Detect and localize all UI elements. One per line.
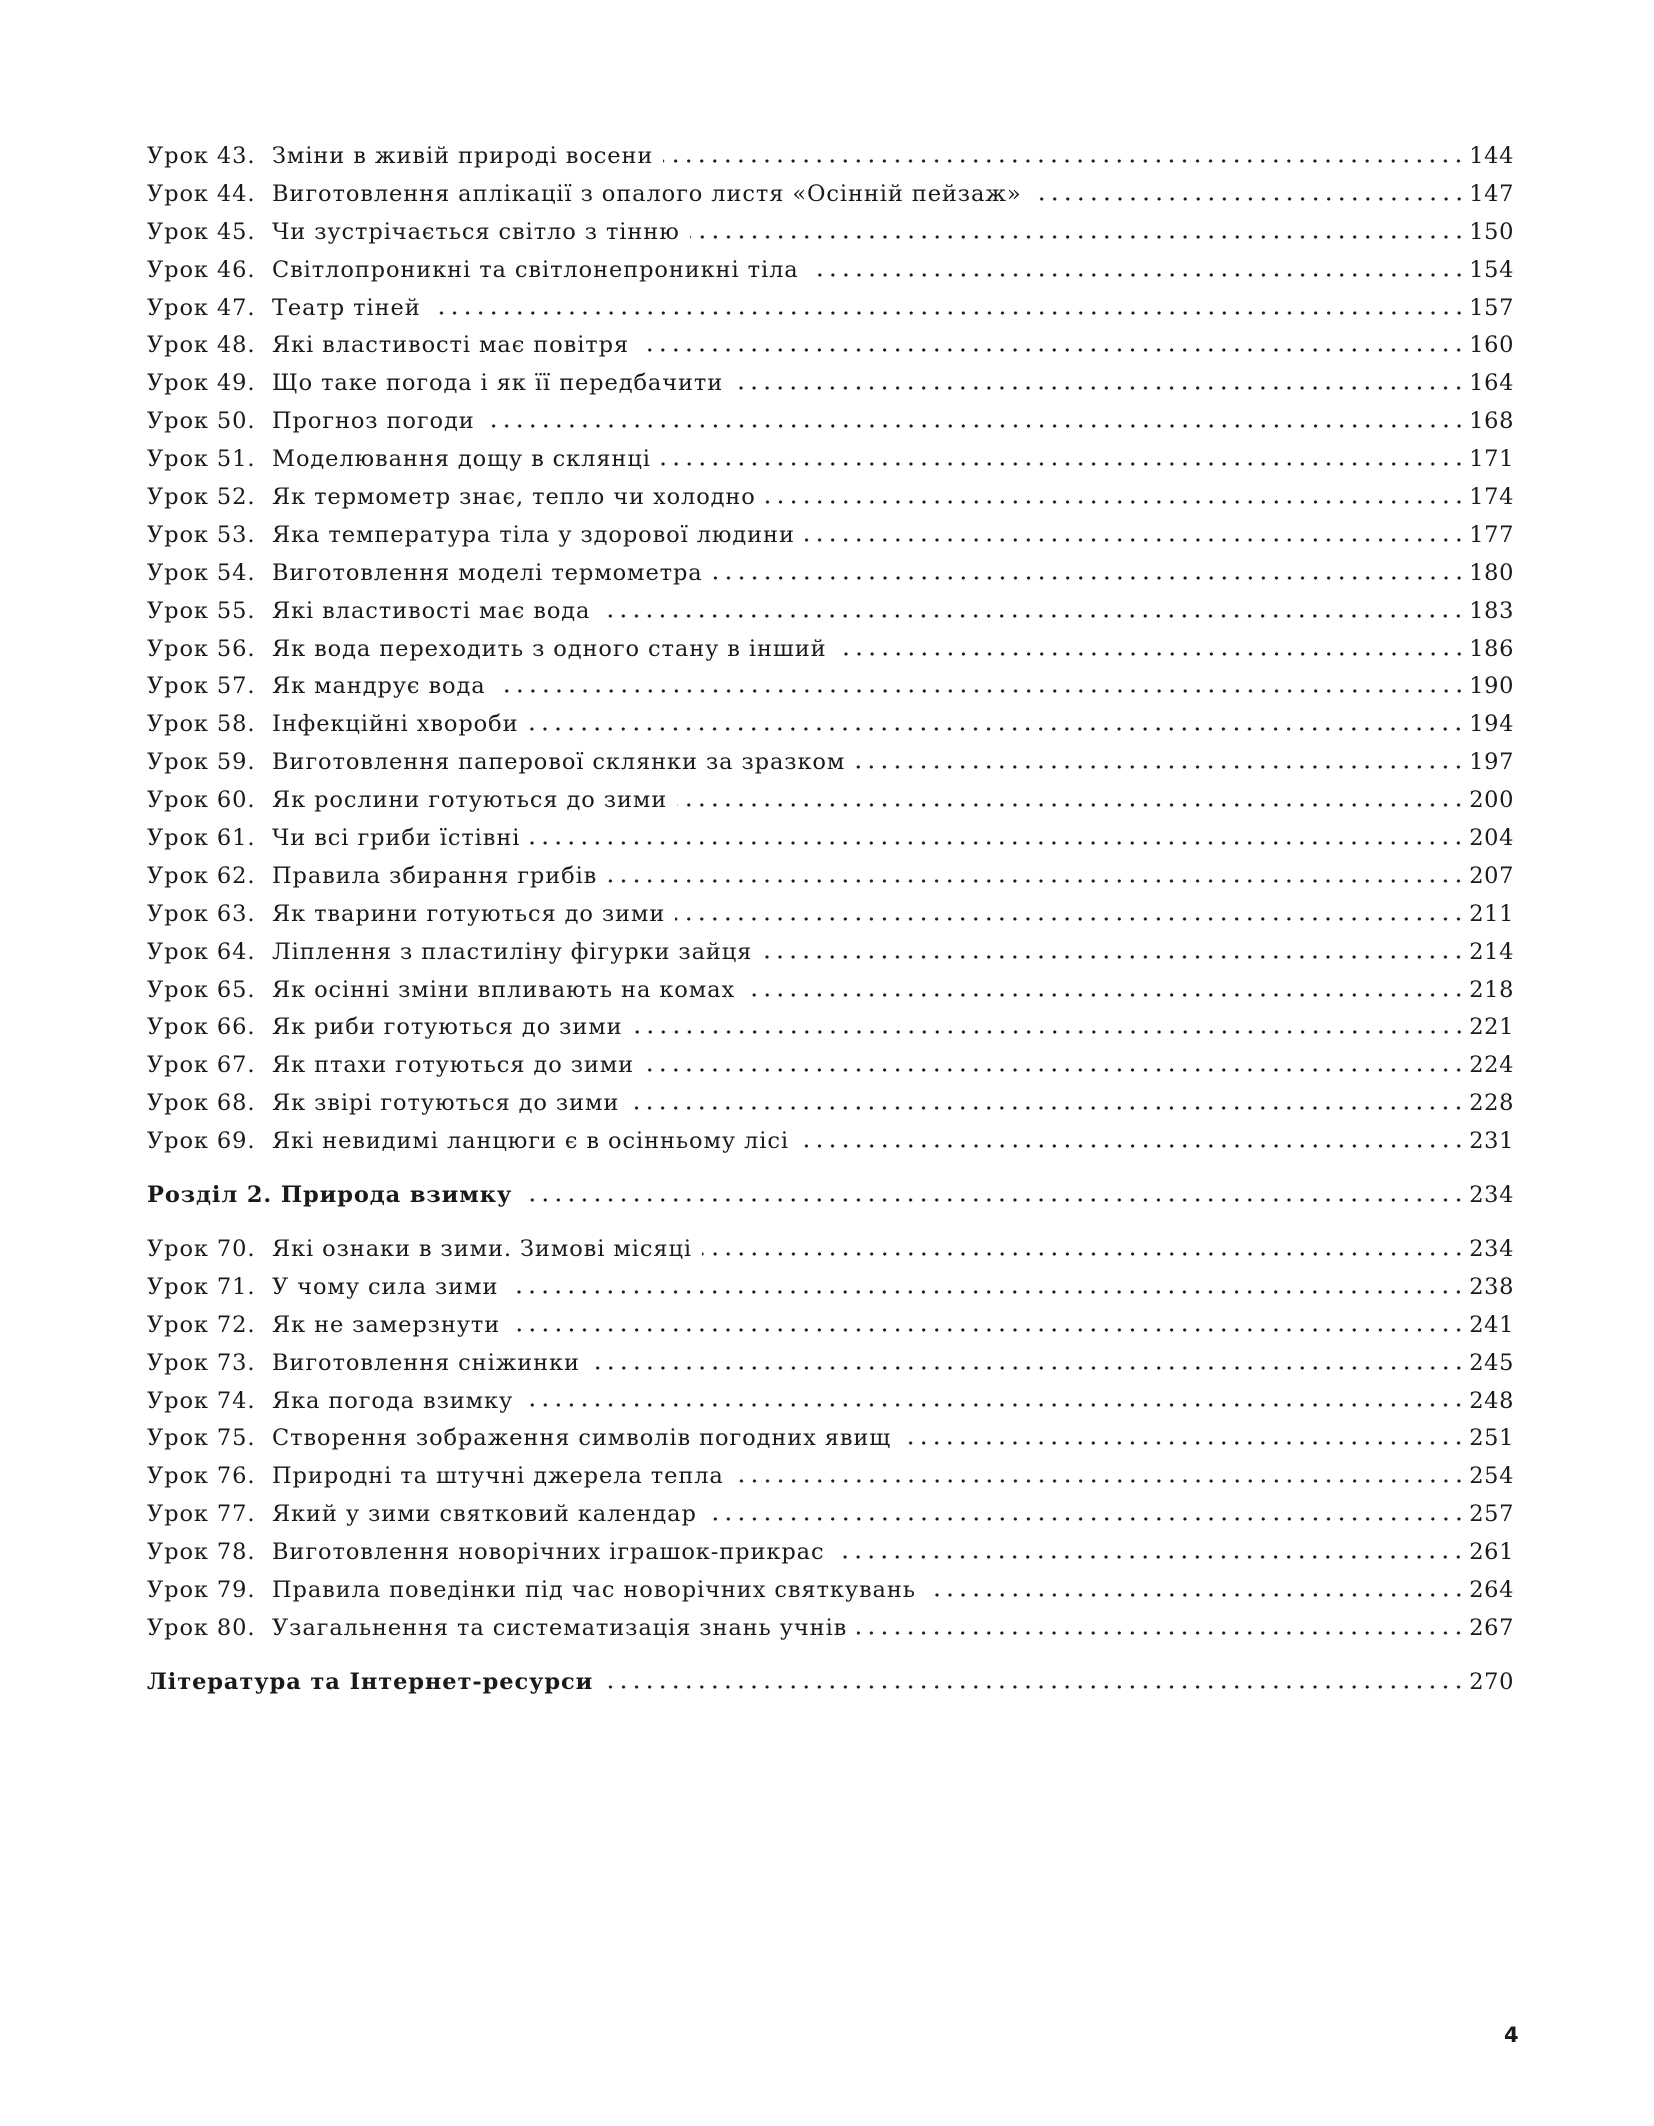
toc-lesson-row	[147, 668, 1514, 706]
toc-page-number: 248	[1469, 1387, 1514, 1414]
toc-lesson-row	[147, 782, 1514, 820]
toc-lesson-row	[147, 479, 1514, 517]
toc-page-number: 214	[1469, 938, 1514, 965]
lesson-title: Виготовлення аплікації з опалого листя «Осінній пейзаж»	[272, 180, 1022, 207]
toc-lesson-row	[147, 1269, 1514, 1307]
dot-leader	[629, 1105, 1465, 1111]
dot-leader	[734, 1478, 1466, 1484]
toc-lesson-row	[147, 1420, 1514, 1458]
lesson-number: Урок 48.	[147, 332, 256, 359]
lesson-number: Урок 59.	[147, 749, 256, 776]
toc-lesson-row	[147, 1610, 1514, 1648]
toc-page-number: 238	[1469, 1273, 1514, 1300]
dot-leader	[799, 1143, 1465, 1149]
toc-page-number: 224	[1469, 1052, 1514, 1079]
dot-leader	[639, 347, 1465, 353]
lesson-number: Урок 60.	[147, 787, 256, 814]
toc-page-number: 254	[1469, 1463, 1514, 1490]
lesson-title: Виготовлення новорічних іграшок-прикрас	[272, 1539, 825, 1566]
toc-page-number: 194	[1469, 711, 1514, 738]
lesson-title: Моделювання дощу в склянці	[272, 446, 651, 473]
dot-leader	[603, 1684, 1465, 1690]
dot-leader	[600, 613, 1465, 619]
lesson-number: Урок 72.	[147, 1311, 256, 1338]
lesson-number: Урок 76.	[147, 1463, 256, 1490]
dot-leader	[530, 840, 1465, 846]
lesson-number: Урок 68.	[147, 1090, 256, 1117]
lesson-number: Урок 74.	[147, 1387, 256, 1414]
toc-page-number: 231	[1469, 1128, 1514, 1155]
dot-leader	[485, 423, 1466, 429]
dot-leader	[809, 272, 1466, 278]
dot-leader	[857, 1630, 1465, 1636]
toc-page-number: 180	[1469, 559, 1514, 586]
toc-lesson-row	[147, 1534, 1514, 1572]
toc-lesson-row	[147, 934, 1514, 972]
lesson-title: Світлопроникні та світлонепроникні тіла	[272, 256, 799, 283]
lesson-title: Чи всі гриби їстівні	[272, 825, 521, 852]
lesson-title: У чому сила зими	[272, 1273, 499, 1300]
toc-lesson-row	[147, 631, 1514, 669]
dot-leader	[1032, 196, 1466, 202]
dot-leader	[762, 954, 1465, 960]
lesson-title: Як термометр знає, тепло чи холодно	[272, 484, 756, 511]
lesson-title: Інфекційні хвороби	[272, 711, 519, 738]
lesson-title: Природні та штучні джерела тепла	[272, 1463, 724, 1490]
lesson-number: Урок 49.	[147, 370, 256, 397]
toc-lesson-row	[147, 290, 1514, 328]
lesson-number: Урок 43.	[147, 143, 256, 169]
lesson-title: Створення зображення символів погодних явищ	[272, 1425, 892, 1452]
dot-leader	[702, 1251, 1465, 1257]
toc-page-number: 257	[1469, 1501, 1514, 1528]
toc-page-number: 183	[1469, 597, 1514, 624]
lesson-title: Узагальнення та систематизація знань учнів	[272, 1614, 848, 1641]
lesson-number: Урок 53.	[147, 521, 256, 548]
toc-lesson-row	[147, 1047, 1514, 1085]
toc-page-number: 264	[1469, 1576, 1514, 1603]
toc-page-number: 150	[1469, 218, 1514, 245]
dot-leader	[661, 461, 1465, 467]
toc-page-number: 251	[1469, 1425, 1514, 1452]
dot-leader	[523, 1402, 1465, 1408]
toc-page-number: 186	[1469, 635, 1514, 662]
lesson-number: Урок 46.	[147, 256, 256, 283]
dot-leader	[644, 1067, 1465, 1073]
dot-leader	[707, 1516, 1465, 1522]
lesson-title: Як не замерзнути	[272, 1311, 501, 1338]
toc-lesson-row	[147, 252, 1514, 290]
dot-leader	[690, 234, 1466, 240]
toc-page-number: 144	[1469, 143, 1514, 169]
toc-page-number: 204	[1469, 825, 1514, 852]
toc-page-number: 171	[1469, 446, 1514, 473]
dot-leader	[590, 1365, 1465, 1371]
dot-leader	[510, 1327, 1465, 1333]
toc-lesson-row	[147, 972, 1514, 1010]
toc-page-number: 221	[1469, 1014, 1514, 1041]
lesson-number: Урок 73.	[147, 1349, 256, 1376]
toc-page-number: 154	[1469, 256, 1514, 283]
toc-lesson-row	[147, 138, 1514, 176]
toc-lesson-row	[147, 1009, 1514, 1047]
dot-leader	[508, 1289, 1465, 1295]
lesson-title: Які властивості має вода	[272, 597, 591, 624]
dot-leader	[496, 688, 1466, 694]
page-number: 4	[1504, 2023, 1519, 2047]
dot-leader	[926, 1592, 1465, 1598]
toc-page-number: 174	[1469, 484, 1514, 511]
lesson-number: Урок 77.	[147, 1501, 256, 1528]
toc-lesson-row	[147, 1572, 1514, 1610]
dot-leader	[675, 916, 1465, 922]
dot-leader	[431, 310, 1466, 316]
lesson-number: Урок 69.	[147, 1128, 256, 1155]
lesson-title: Правила збирання грибів	[272, 862, 598, 889]
lesson-number: Урок 47.	[147, 294, 256, 321]
toc-page-number: 147	[1469, 180, 1514, 207]
toc-lesson-row	[147, 517, 1514, 555]
toc-lesson-row	[147, 1231, 1514, 1269]
dot-leader	[663, 158, 1465, 164]
lesson-number: Урок 54.	[147, 559, 256, 586]
toc-page-number: 200	[1469, 787, 1514, 814]
toc-lesson-row	[147, 365, 1514, 403]
dot-leader	[522, 1197, 1465, 1203]
toc-page-number: 234	[1469, 1235, 1514, 1262]
lesson-number: Урок 63.	[147, 900, 256, 927]
lesson-title: Як тварини готуються до зими	[272, 900, 666, 927]
toc-page-number: 190	[1469, 673, 1514, 700]
toc-lesson-row	[147, 214, 1514, 252]
toc-section-row	[147, 1177, 1514, 1215]
lesson-number: Урок 61.	[147, 825, 256, 852]
toc-page-number: 270	[1469, 1668, 1514, 1695]
toc-page-number: 197	[1469, 749, 1514, 776]
toc-lesson-row	[147, 896, 1514, 934]
toc-page-number: 241	[1469, 1311, 1514, 1338]
dot-leader	[528, 726, 1465, 732]
lesson-title: Який у зими святковий календар	[272, 1501, 697, 1528]
lesson-title: Як осінні зміни впливають на комах	[272, 976, 736, 1003]
lesson-title: Що таке погода і як її передбачити	[272, 370, 724, 397]
lesson-number: Урок 56.	[147, 635, 256, 662]
toc-lesson-row	[147, 403, 1514, 441]
toc-lesson-row	[147, 1496, 1514, 1534]
lesson-title: Які ознаки в зими. Зимові місяці	[272, 1235, 692, 1262]
lesson-number: Урок 58.	[147, 711, 256, 738]
lesson-number: Урок 52.	[147, 484, 256, 511]
lesson-title: Як мандрує вода	[272, 673, 486, 700]
toc-lesson-row	[147, 555, 1514, 593]
dot-leader	[805, 537, 1465, 543]
toc-page-number: 218	[1469, 976, 1514, 1003]
lesson-title: Театр тіней	[272, 294, 421, 321]
toc-page-number: 164	[1469, 370, 1514, 397]
toc-page-number: 261	[1469, 1539, 1514, 1566]
lesson-title: Які невидимі ланцюги є в осінньому лісі	[272, 1128, 789, 1155]
lesson-title: Яка погода взимку	[272, 1387, 514, 1414]
lesson-title: Виготовлення моделі термометра	[272, 559, 703, 586]
lesson-title: Як рослини готуються до зими	[272, 787, 668, 814]
toc-page-number: 234	[1469, 1182, 1514, 1209]
lesson-number: Урок 75.	[147, 1425, 256, 1452]
lesson-title: Прогноз погоди	[272, 408, 475, 435]
lesson-number: Урок 57.	[147, 673, 256, 700]
lesson-title: Яка температура тіла у здорової людини	[272, 521, 795, 548]
toc-page-number: 168	[1469, 408, 1514, 435]
section-title: Розділ 2. Природа взимку	[147, 1182, 513, 1209]
dot-leader	[837, 651, 1466, 657]
lesson-number: Урок 71.	[147, 1273, 256, 1300]
lesson-title: Як риби готуються до зими	[272, 1014, 623, 1041]
dot-leader	[901, 1440, 1465, 1446]
lesson-title: Чи зустрічається світло з тінню	[272, 218, 680, 245]
dot-leader	[733, 385, 1465, 391]
lesson-number: Урок 66.	[147, 1014, 256, 1041]
toc-lesson-row	[147, 593, 1514, 631]
lesson-number: Урок 44.	[147, 180, 256, 207]
dot-leader	[607, 878, 1465, 884]
toc-page-number: 177	[1469, 521, 1514, 548]
toc-lesson-row	[147, 1307, 1514, 1345]
lesson-title: Правила поведінки під час новорічних святкувань	[272, 1576, 916, 1603]
lesson-number: Урок 80.	[147, 1614, 256, 1641]
lesson-title: Як птахи готуються до зими	[272, 1052, 635, 1079]
toc-lesson-row	[147, 176, 1514, 214]
lesson-title: Виготовлення сніжинки	[272, 1349, 580, 1376]
toc-section-row	[147, 1664, 1514, 1702]
dot-leader	[855, 764, 1465, 770]
toc-lesson-row	[147, 1123, 1514, 1161]
lesson-number: Урок 78.	[147, 1539, 256, 1566]
lesson-title: Ліплення з пластиліну фігурки зайця	[272, 938, 753, 965]
toc-page-number: 211	[1469, 900, 1514, 927]
lesson-title: Які властивості має повітря	[272, 332, 630, 359]
lesson-number: Урок 51.	[147, 446, 256, 473]
lesson-number: Урок 62.	[147, 862, 256, 889]
toc-lesson-row	[147, 744, 1514, 782]
lesson-number: Урок 67.	[147, 1052, 256, 1079]
lesson-number: Урок 55.	[147, 597, 256, 624]
toc-lesson-row	[147, 1345, 1514, 1383]
lesson-title: Як вода переходить з одного стану в інший	[272, 635, 827, 662]
toc-lesson-row	[147, 820, 1514, 858]
toc-lesson-row	[147, 441, 1514, 479]
toc-lesson-row	[147, 1458, 1514, 1496]
lesson-number: Урок 64.	[147, 938, 256, 965]
toc-page-number: 207	[1469, 862, 1514, 889]
lesson-number: Урок 50.	[147, 408, 256, 435]
dot-leader	[766, 499, 1465, 505]
dot-leader	[834, 1554, 1465, 1560]
dot-leader	[677, 802, 1465, 808]
section-title: Література та Інтернет-ресурси	[147, 1668, 594, 1695]
lesson-number: Урок 65.	[147, 976, 256, 1003]
toc-page-number: 267	[1469, 1614, 1514, 1641]
toc-lesson-row	[147, 706, 1514, 744]
toc-lesson-row	[147, 858, 1514, 896]
lesson-number: Урок 45.	[147, 218, 256, 245]
dot-leader	[713, 575, 1466, 581]
table-of-contents	[147, 138, 1514, 1718]
toc-page-number: 160	[1469, 332, 1514, 359]
lesson-title: Виготовлення паперової склянки за зразком	[272, 749, 846, 776]
toc-lesson-row	[147, 1383, 1514, 1421]
lesson-number: Урок 70.	[147, 1235, 256, 1262]
dot-leader	[745, 992, 1465, 998]
lesson-title: Як звірі готуються до зими	[272, 1090, 620, 1117]
toc-page-number: 228	[1469, 1090, 1514, 1117]
toc-page-number: 245	[1469, 1349, 1514, 1376]
dot-leader	[633, 1029, 1466, 1035]
toc-lesson-row	[147, 1085, 1514, 1123]
toc-lesson-row	[147, 327, 1514, 365]
toc-page-number: 157	[1469, 294, 1514, 321]
lesson-number: Урок 79.	[147, 1576, 256, 1603]
lesson-title: Зміни в живій природі восени	[272, 143, 654, 169]
